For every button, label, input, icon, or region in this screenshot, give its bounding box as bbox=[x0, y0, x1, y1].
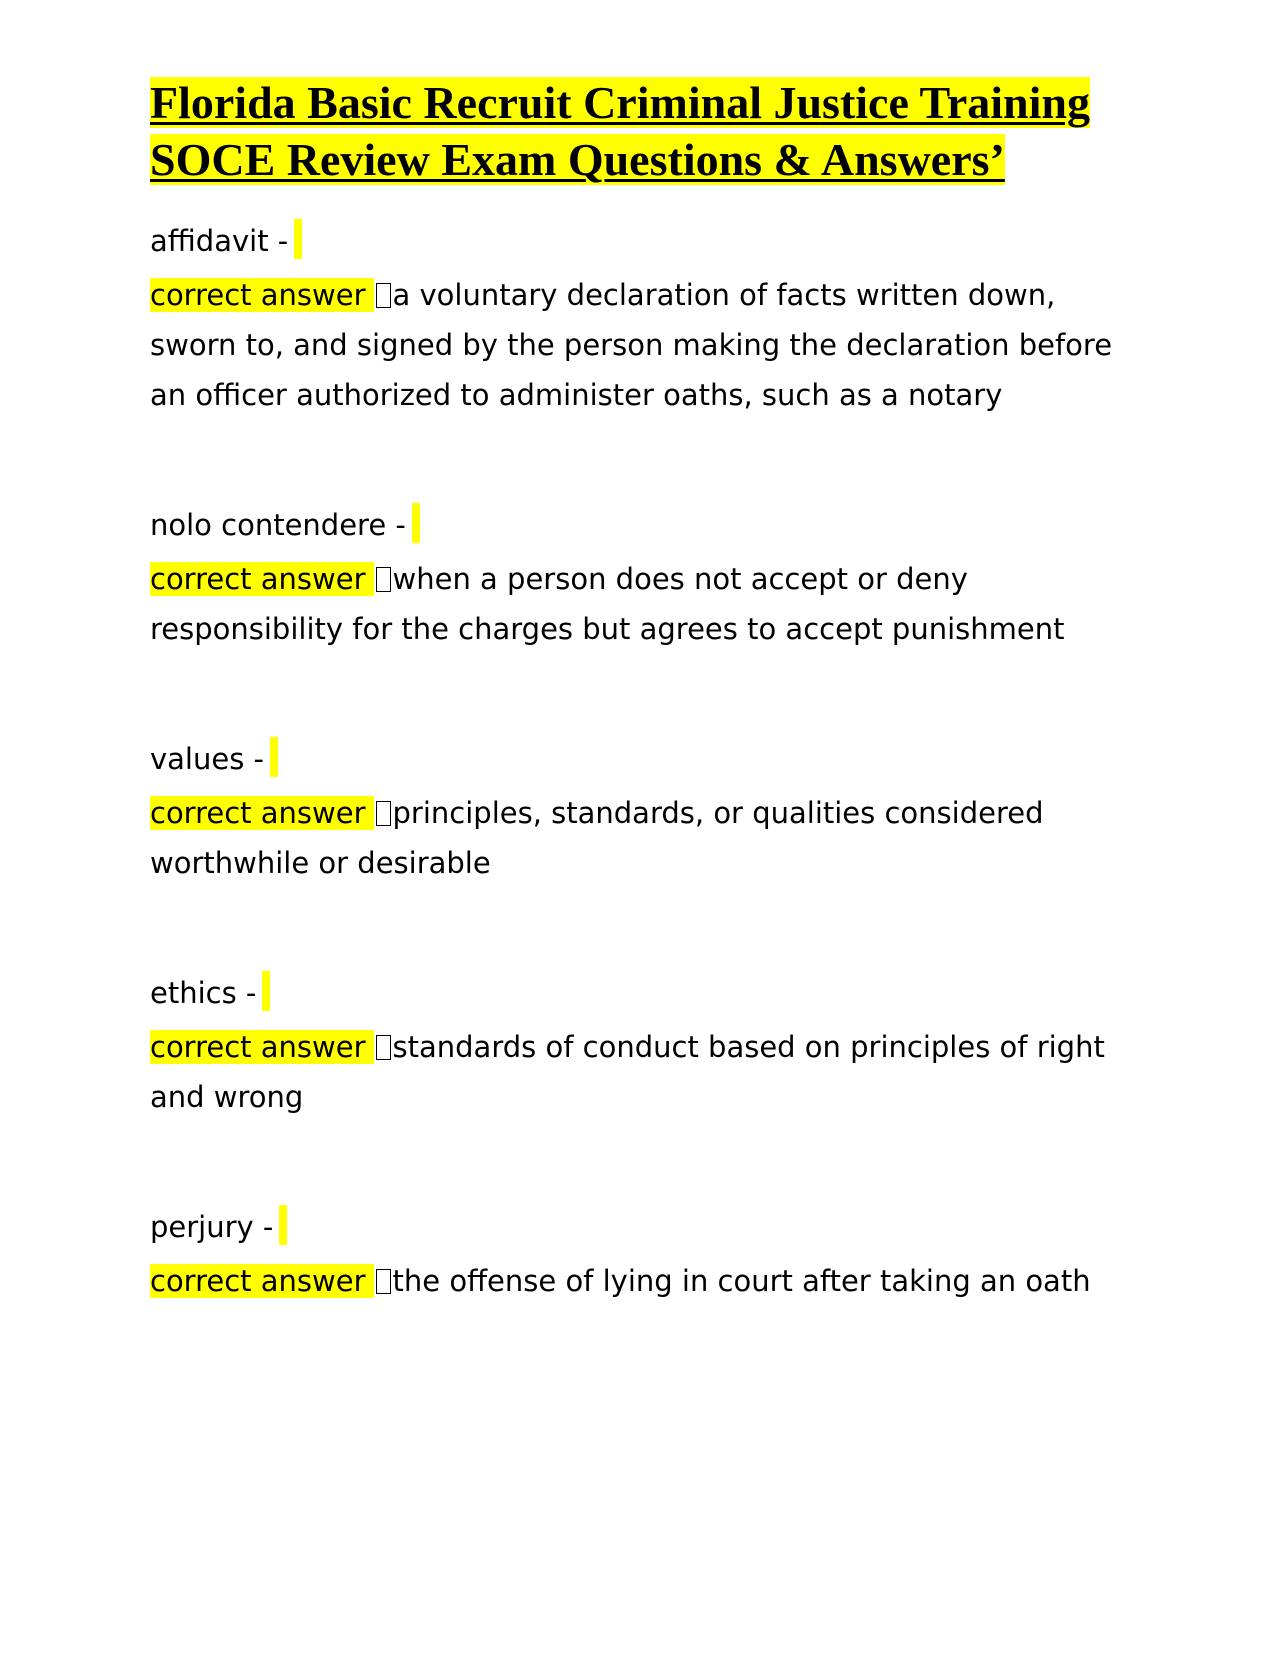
document-page bbox=[150, 74, 1130, 1306]
term-text: perjury - bbox=[150, 1210, 274, 1244]
qa-entry-perjury bbox=[150, 1202, 1130, 1306]
term-line bbox=[150, 1202, 1130, 1252]
missing-glyph-icon bbox=[376, 801, 391, 826]
definition-text: principles, standards, or qualities considered worthwhile or desirable bbox=[150, 796, 1044, 880]
term-text: affidavit - bbox=[150, 224, 289, 258]
answer-label: correct answer bbox=[150, 278, 374, 312]
qa-entry-ethics bbox=[150, 968, 1130, 1122]
answer-line bbox=[150, 554, 1130, 654]
term-line bbox=[150, 734, 1130, 784]
missing-glyph-icon bbox=[376, 1035, 391, 1060]
document-title bbox=[150, 74, 1130, 188]
definition-text: when a person does not accept or deny responsibility for the charges but agrees to accept punishment bbox=[150, 562, 1065, 646]
highlight-marker bbox=[279, 1205, 287, 1245]
highlight-marker bbox=[294, 219, 302, 259]
term-text: values - bbox=[150, 742, 265, 776]
answer-label: correct answer bbox=[150, 1264, 374, 1298]
definition-text: standards of conduct based on principles of right and wrong bbox=[150, 1030, 1105, 1114]
answer-line bbox=[150, 1256, 1130, 1306]
answer-label: correct answer bbox=[150, 1030, 374, 1064]
term-line bbox=[150, 968, 1130, 1018]
answer-line bbox=[150, 1022, 1130, 1122]
highlight-marker bbox=[270, 737, 278, 777]
term-text: nolo contendere - bbox=[150, 508, 406, 542]
missing-glyph-icon bbox=[376, 567, 391, 592]
highlight-marker bbox=[262, 971, 270, 1011]
answer-line bbox=[150, 788, 1130, 888]
definition-text: the offense of lying in court after taking an oath bbox=[392, 1264, 1091, 1298]
document-title-text: Florida Basic Recruit Criminal Justice Training SOCE Review Exam Questions & Answers’ bbox=[150, 77, 1090, 185]
answer-label: correct answer bbox=[150, 562, 374, 596]
qa-entry-affidavit bbox=[150, 216, 1130, 420]
answer-line bbox=[150, 270, 1130, 420]
definition-text: a voluntary declaration of facts written down, sworn to, and signed by the person making the declaration before an officer authorized to administer oaths, such as a notary bbox=[150, 278, 1113, 412]
answer-label: correct answer bbox=[150, 796, 374, 830]
term-line bbox=[150, 216, 1130, 266]
missing-glyph-icon bbox=[376, 283, 391, 308]
qa-entry-nolo-contendere bbox=[150, 500, 1130, 654]
term-line bbox=[150, 500, 1130, 550]
highlight-marker bbox=[412, 503, 420, 543]
term-text: ethics - bbox=[150, 976, 257, 1010]
qa-entry-values bbox=[150, 734, 1130, 888]
missing-glyph-icon bbox=[376, 1269, 391, 1294]
